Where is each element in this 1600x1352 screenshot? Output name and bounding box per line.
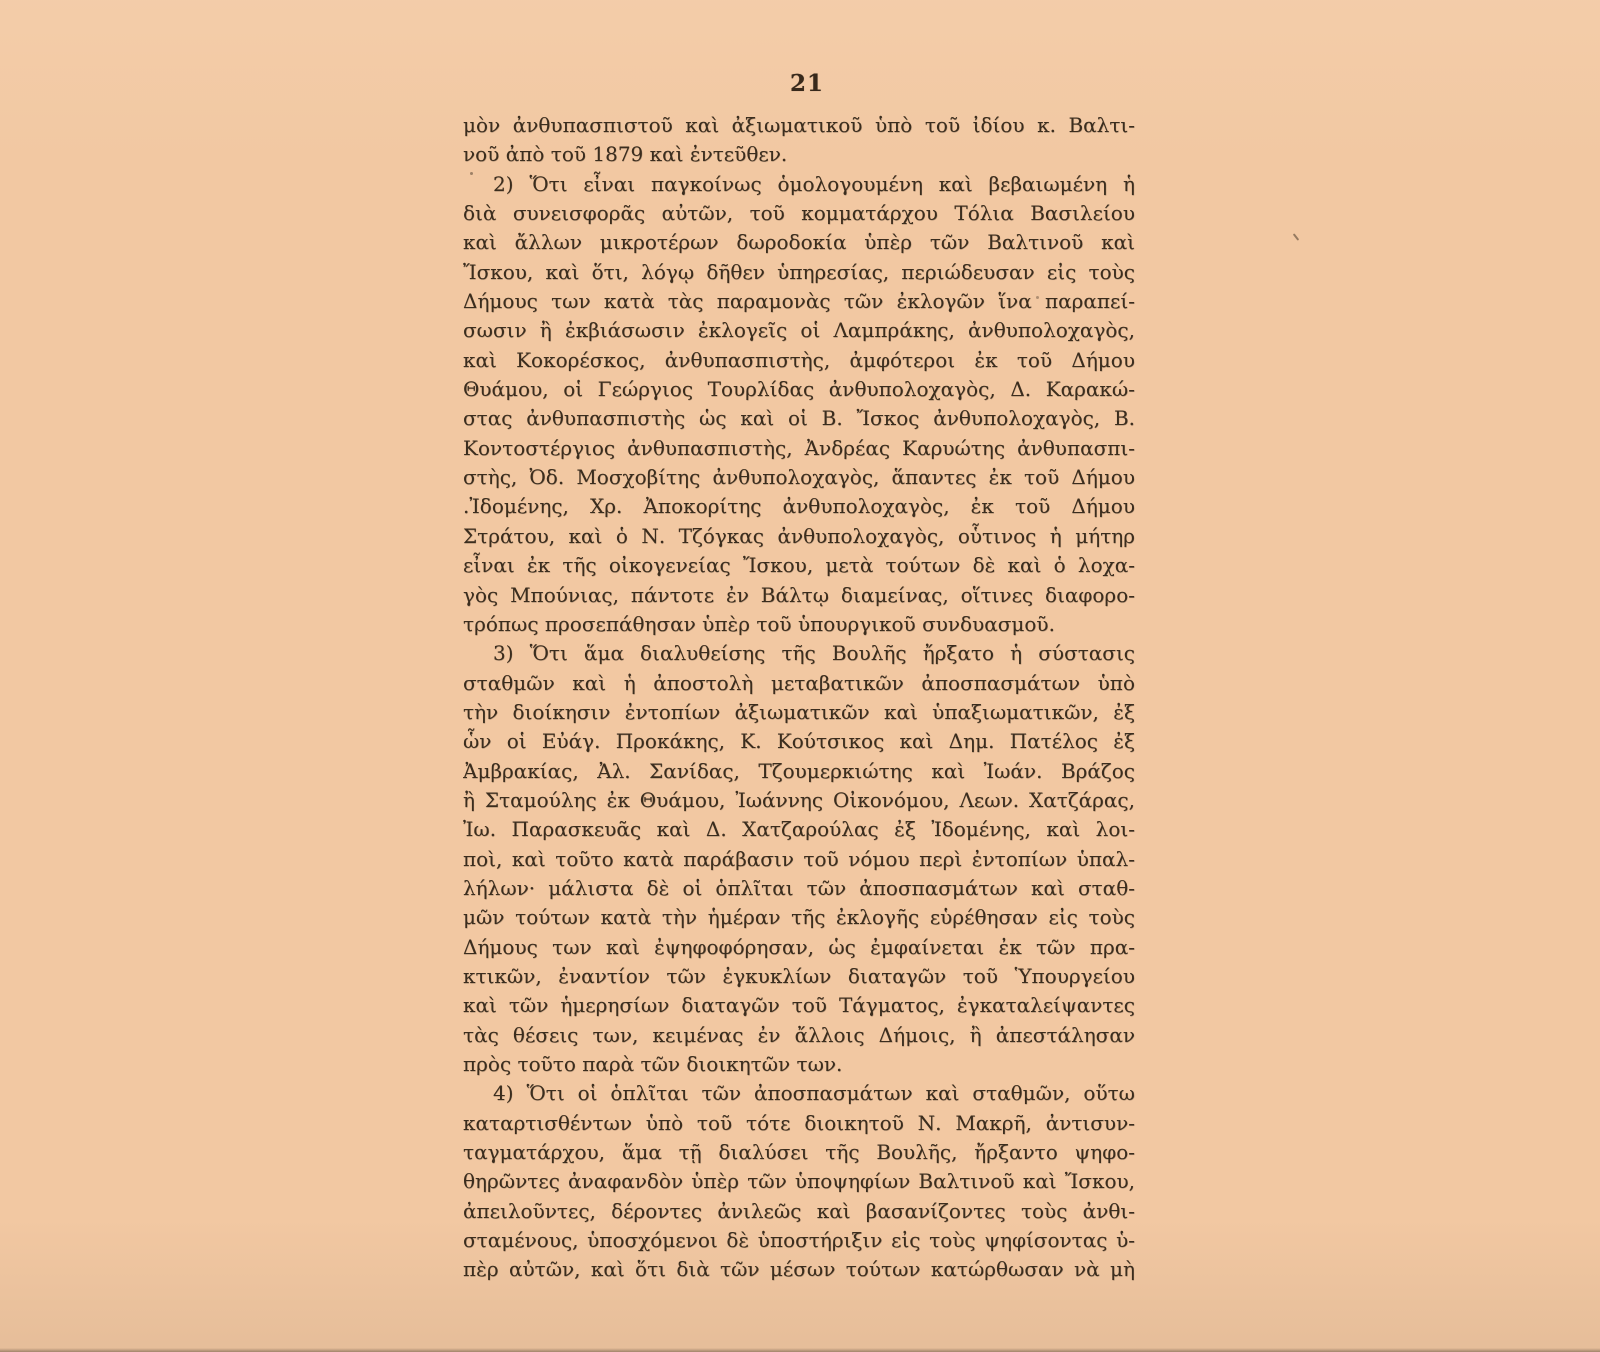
scan-bottom-edge xyxy=(0,1348,1600,1352)
text-line: 4) Ὅτι οἱ ὁπλῖται τῶν ἀποσπασμάτων καὶ σταθμῶν, οὕτω xyxy=(493,1081,1135,1106)
text-line: ἀπειλοῦντες, δέροντες ἀνιλεῶς καὶ βασανίζοντες τοὺς ἀνθι- xyxy=(463,1198,1135,1223)
text-line: κτικῶν, ἐναντίον τῶν ἐγκυκλίων διαταγῶν τοῦ Ὑπουργείου xyxy=(463,963,1135,988)
text-line: μῶν τούτων κατὰ τὴν ἡμέραν τῆς ἐκλογῆς εὑρέθησαν εἰς τοὺς xyxy=(463,905,1135,930)
text-line: εἶναι ἐκ τῆς οἰκογενείας Ἴσκου, μετὰ τούτων δὲ καὶ ὁ λοχα- xyxy=(463,553,1135,578)
text-line: Δήμους των καὶ ἐψηφοφόρησαν, ὡς ἐμφαίνεται ἐκ τῶν πρα- xyxy=(463,934,1135,959)
text-line: ταγματάρχου, ἅμα τῇ διαλύσει τῆς Βουλῆς, ἤρξαντο ψηφο- xyxy=(463,1140,1135,1165)
text-line: στας ἀνθυπασπιστὴς ὡς καὶ οἱ Β. Ἴσκος ἀνθυπολοχαγὸς, Β. xyxy=(463,406,1135,431)
text-line: ποὶ, καὶ τοῦτο κατὰ παράβασιν τοῦ νόμου περὶ ἐντοπίων ὑπαλ- xyxy=(463,846,1135,871)
text-line: μὸν ἀνθυπασπιστοῦ καὶ ἀξιωματικοῦ ὑπὸ τοῦ ἰδίου κ. Βαλτι- xyxy=(463,113,1135,137)
text-line: Θυάμου, οἱ Γεώργιος Τουρλίδας ἀνθυπολοχαγὸς, Δ. Καρακώ- xyxy=(463,377,1135,402)
text-line: .Ἰδομένης, Χρ. Ἀποκορίτης ἀνθυπολοχαγὸς, ἐκ τοῦ Δήμου xyxy=(463,494,1135,519)
text-line: λήλων· μάλιστα δὲ οἱ ὁπλῖται τῶν ἀποσπασμάτων καὶ σταθ- xyxy=(463,875,1135,900)
text-line: σταμένους, ὑποσχόμενοι δὲ ὑποστήριξιν εἰς τοὺς ψηφίσοντας ὑ- xyxy=(463,1228,1135,1253)
text-line: διὰ συνεισφορᾶς αὐτῶν, τοῦ κομματάρχου Τόλια Βασιλείου xyxy=(463,201,1135,226)
text-line: Ἀμβρακίας, Ἀλ. Σανίδας, Τζουμερκιώτης καὶ Ἰωάν. Βράζος xyxy=(463,758,1135,783)
text-line: 3) Ὅτι ἅμα διαλυθείσης τῆς Βουλῆς ἤρξατο ἡ σύστασις xyxy=(493,641,1135,666)
text-line: Ἴσκου, καὶ ὅτι, λόγῳ δῆθεν ὑπηρεσίας, περιώδευσαν εἰς τοὺς xyxy=(463,259,1135,284)
scan-speck xyxy=(586,656,588,658)
text-line: σταθμῶν καὶ ἡ ἀποστολὴ μεταβατικῶν ἀποσπασμάτων ὑπὸ xyxy=(463,670,1135,695)
text-line: σωσιν ἢ ἐκβιάσωσιν ἐκλογεῖς οἱ Λαμπράκης, ἀνθυπολοχαγὸς, xyxy=(463,318,1135,343)
text-line: ἢ Σταμούλης ἐκ Θυάμου, Ἰωάννης Οἰκονόμου, Λεων. Χατζάρας, xyxy=(463,787,1135,812)
text-line: θηρῶντες ἀναφανδὸν ὑπὲρ τῶν ὑποψηφίων Βαλτινοῦ καὶ Ἴσκου, xyxy=(463,1169,1135,1194)
text-line: τὰς θέσεις των, κειμένας ἐν ἄλλοις Δήμοις, ἢ ἀπεστάλησαν xyxy=(463,1022,1135,1047)
text-line: καταρτισθέντων ὑπὸ τοῦ τότε διοικητοῦ Ν. Μακρῆ, ἀντισυν- xyxy=(463,1110,1135,1135)
text-line: πὲρ αὐτῶν, καὶ ὅτι διὰ τῶν μέσων τούτων κατώρθωσαν νὰ μὴ xyxy=(463,1257,1135,1282)
text-line: νοῦ ἀπὸ τοῦ 1879 καὶ ἐντεῦθεν. xyxy=(463,142,788,167)
scan-speck xyxy=(470,172,473,175)
scan-speck xyxy=(1036,296,1039,299)
text-line: Δήμους των κατὰ τὰς παραμονὰς τῶν ἐκλογῶν ἵνα παραπεί- xyxy=(463,289,1135,314)
scan-speck xyxy=(1293,233,1300,241)
text-line: καὶ Κοκορέσκος, ἀνθυπασπιστὴς, ἀμφότεροι ἐκ τοῦ Δήμου xyxy=(463,347,1135,372)
body-text-block xyxy=(463,111,1135,1285)
text-line: 2) Ὅτι εἶναι παγκοίνως ὁμολογουμένη καὶ βεβαιωμένη ἡ xyxy=(493,171,1135,196)
text-line: πρὸς τοῦτο παρὰ τῶν διοικητῶν των. xyxy=(463,1052,843,1076)
text-line: γὸς Μπούνιας, πάντοτε ἐν Βάλτῳ διαμείνας, οἵτινες διαφορο- xyxy=(463,582,1135,607)
page-number: 21 xyxy=(789,70,824,97)
text-line: καὶ τῶν ἡμερησίων διαταγῶν τοῦ Τάγματος, ἐγκαταλείψαντες xyxy=(463,993,1135,1018)
text-line: τὴν διοίκησιν ἐντοπίων ἀξιωματικῶν καὶ ὑπαξιωματικῶν, ἐξ xyxy=(463,699,1135,724)
text-line: στὴς, Ὀδ. Μοσχοβίτης ἀνθυπολοχαγὸς, ἅπαντες ἐκ τοῦ Δήμου xyxy=(463,465,1135,490)
text-line: Στράτου, καὶ ὁ Ν. Τζόγκας ἀνθυπολοχαγὸς, οὗτινος ἡ μήτηρ xyxy=(463,523,1135,548)
text-line: Κοντοστέργιος ἀνθυπασπιστὴς, Ἀνδρέας Καρυώτης ἀνθυπασπι- xyxy=(463,435,1135,460)
text-line: ὧν οἱ Εὐάγ. Προκάκης, Κ. Κούτσικος καὶ Δημ. Πατέλος ἐξ xyxy=(463,729,1135,754)
text-line: καὶ ἄλλων μικροτέρων δωροδοκία ὑπὲρ τῶν Βαλτινοῦ καὶ xyxy=(463,230,1135,255)
text-line: Ἰω. Παρασκευᾶς καὶ Δ. Χατζαρούλας ἐξ Ἰδομένης, καὶ λοι- xyxy=(463,817,1135,842)
text-line: τρόπως προσεπάθησαν ὑπὲρ τοῦ ὑπουργικοῦ συνδυασμοῦ. xyxy=(463,611,1055,636)
